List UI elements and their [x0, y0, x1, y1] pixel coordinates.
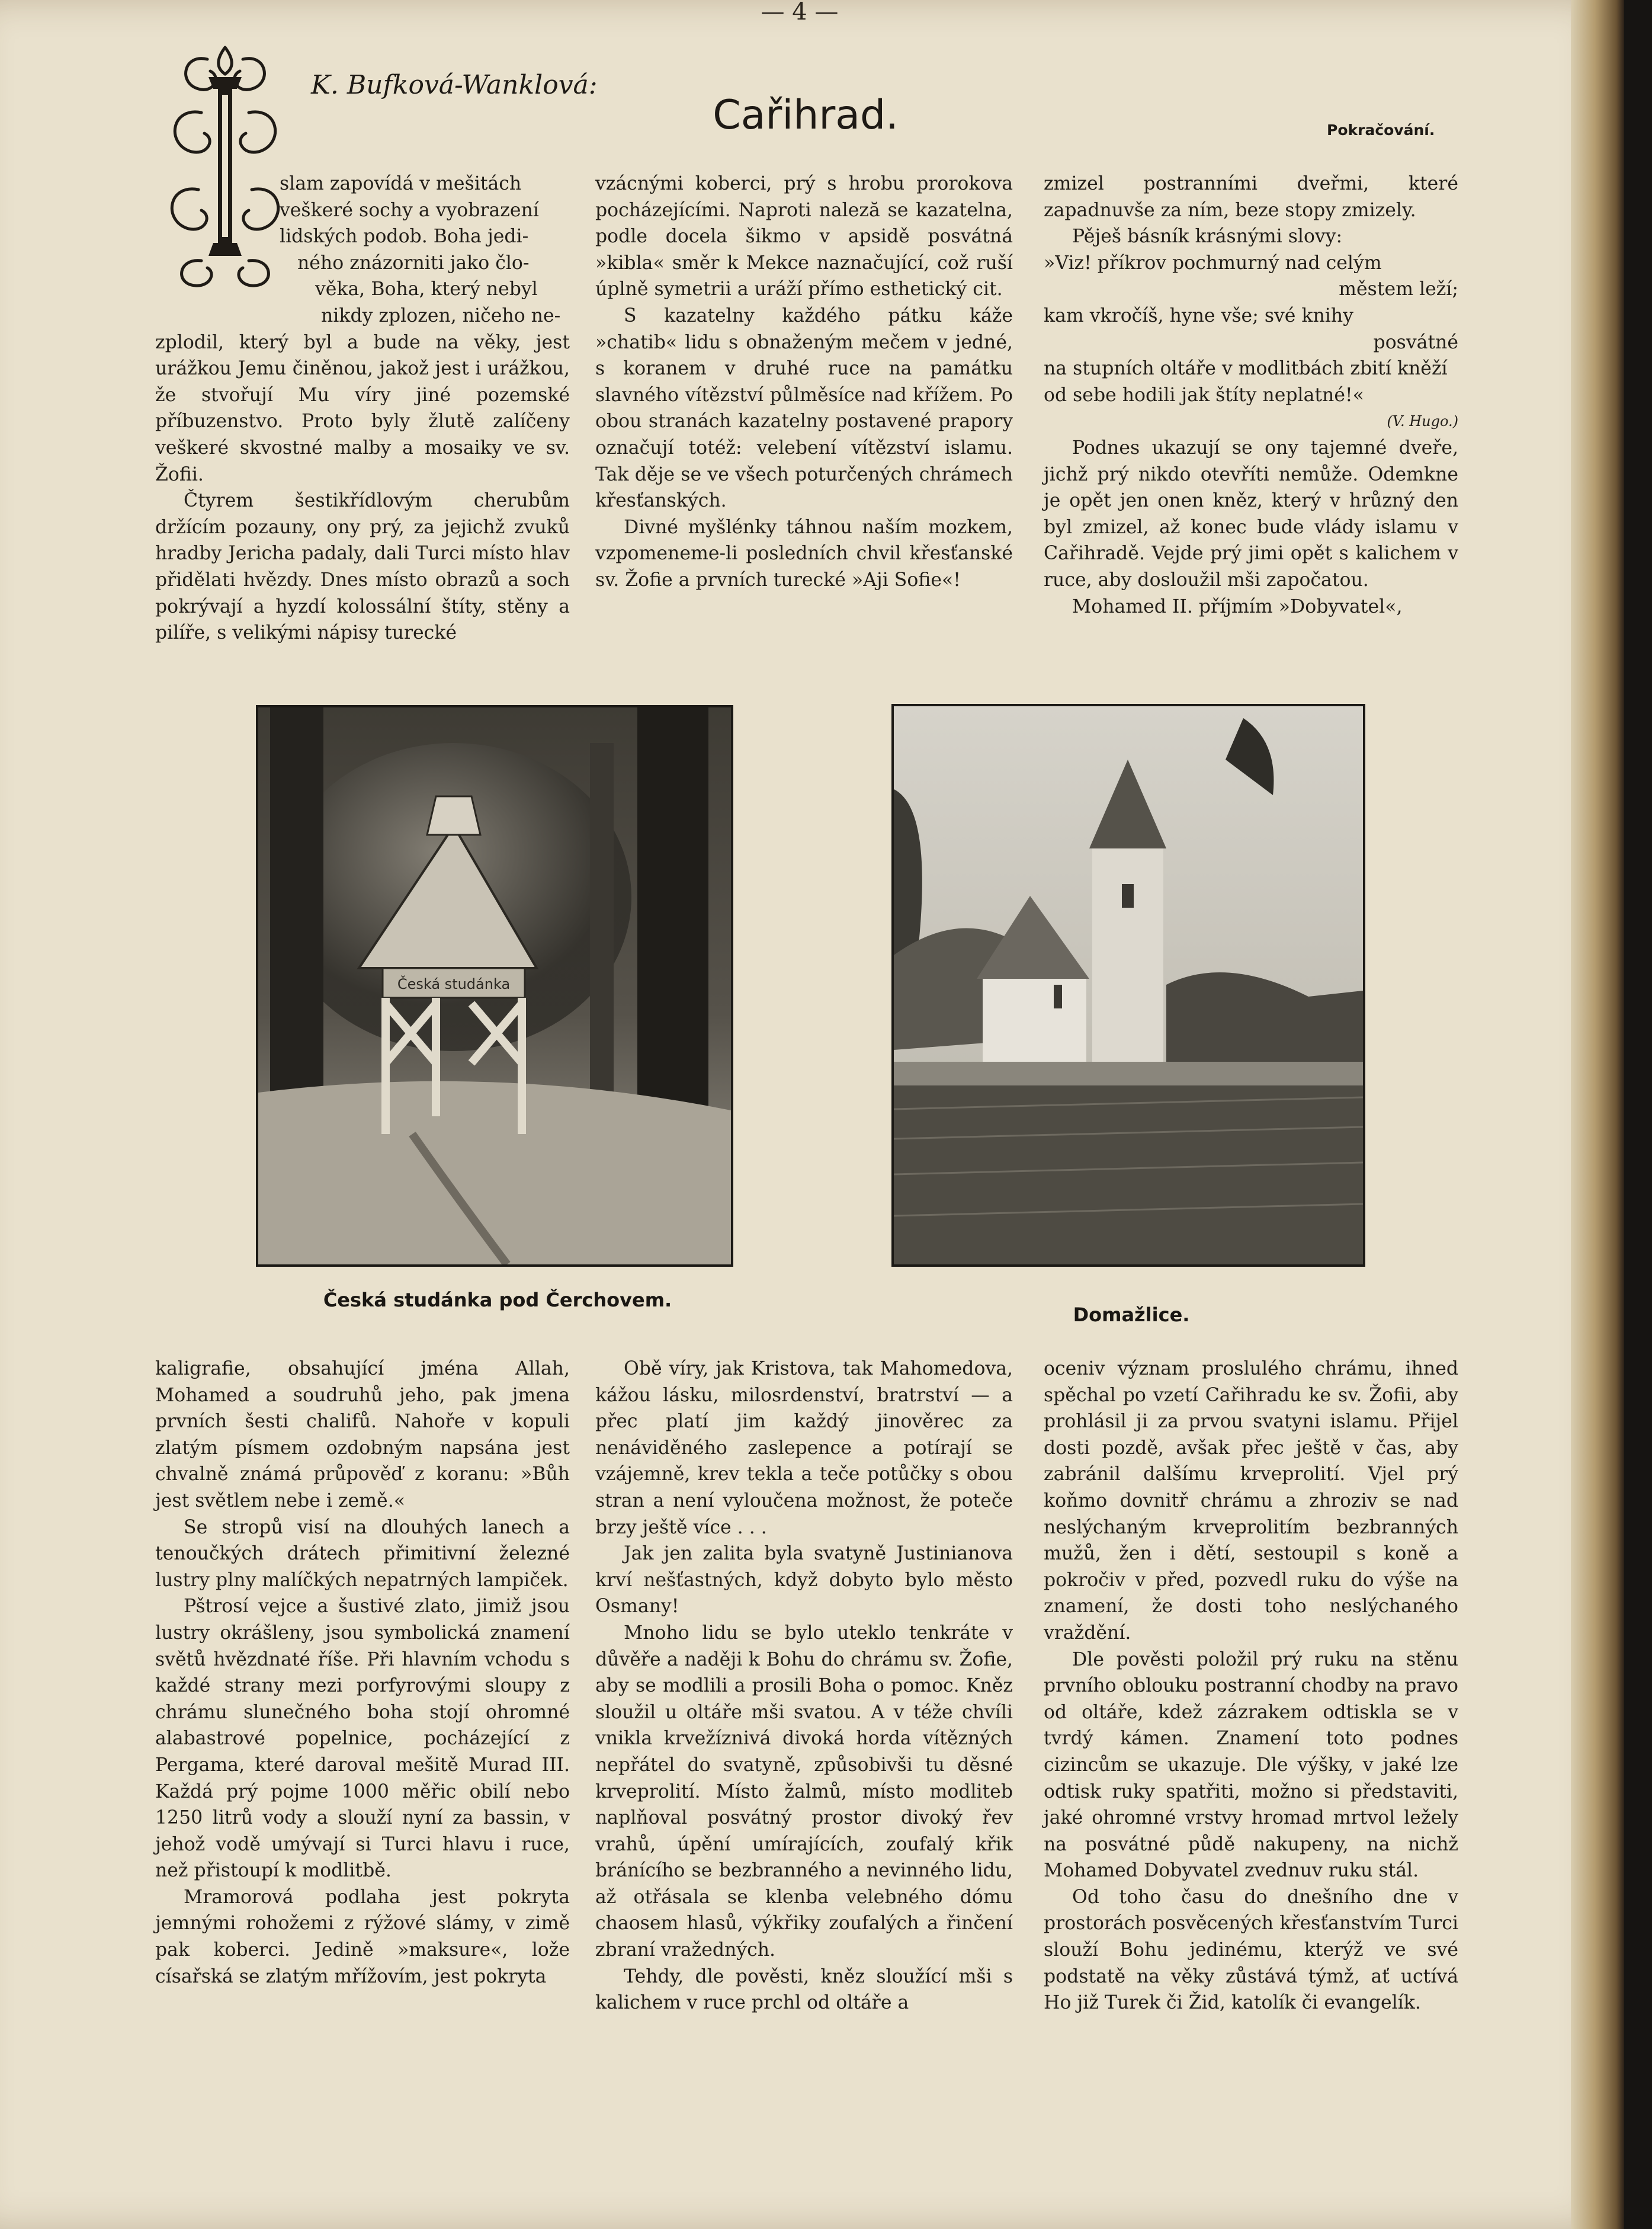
poem-line: městem leží;: [1339, 278, 1458, 300]
text-line: věka, Boha, který nebyl: [315, 278, 538, 300]
column-1-bottom: [155, 1356, 570, 1990]
text-line: nikdy zplozen, ničeho ne-: [321, 305, 561, 326]
poem-line: od sebe hodili jak štíty neplatné!«: [1044, 384, 1364, 406]
paragraph: Tehdy, dle pověsti, kněz sloužící mši s kalichem v ruce prchl od oltáře a: [595, 1965, 1013, 2014]
poem-signature: (V. Hugo.): [1387, 413, 1458, 430]
paragraph: Dle pověsti položil prý ruku na stěnu prvního oblouku postranní chodby na pravo od oltáře, kdež zázrakem odtiskla se v tvrdý kámen. Znamení toto podnes cizincům se ukazuje. Dle výšky, v jaké lze odtisk ruky spatřiti, možno si představiti, jaké ohromné vrstvy hromad mrtvol ležely na posvátné půdě nakupeny, na nichž Mohamed Dobyvatel zvednuv ruku stál.: [1044, 1648, 1458, 1882]
photo-domazlice-church: [891, 704, 1365, 1267]
paragraph: Mohamed II. příjmím »Dobyvatel«,: [1072, 595, 1403, 617]
column-2-bottom: [595, 1356, 1013, 2016]
paragraph: Pěješ básník krásnými slovy:: [1072, 226, 1343, 248]
paragraph: Od toho času do dnešního dne v prostorách posvěcených křesťanstvím Turci slouží Bohu jedinému, kterýž ve své podstatě na věky zůstává týmž, ať uctívá Ho již Turek či Žid, katolík či evangelík.: [1044, 1886, 1458, 2014]
paragraph: Mnoho lidu se bylo uteklo tenkráte v důvěře a naději k Bohu do chrámu sv. Žofie, aby se modlili a prosili Boha o pomoc. Kněz sloužil u oltáře mši svatou. A v téže chvíli vnikla krvežíznivá divoká horda vítězných nepřátel do svatyně, způsobivši tu děsné krveprolití. Místo žalmů, místo modliteb naplňoval posvátný prostor divoký řev vrahů, úpění umírajících, zoufalý křik bránícího se bezbranného a nevinného lidu, až otřásala se klenba velebného dómu chaosem hlasů, výkřiky zoufalých a řinčení zbraní vražedných.: [595, 1622, 1013, 1961]
paragraph: zplodil, který byl a bude na věky, jest urážkou Jemu činěnou, jakož jest i urážkou, že stvořují Mu víry jiné pozemské příbuzenstvo. Proto byly žlutě zalíčeny veškeré skvostné malby a mosaiky ve sv. Žofii.: [155, 331, 570, 485]
paragraph: vzácnými koberci, prý s hrobu prorokova pocházejícími. Naproti naleză se kazatelna, podle docela šikmo v apsidě posvátná »kibla« směr k Mekce naznačující, což ruší úplně symetrii a uráží přímo esthetický cit.: [595, 173, 1013, 300]
well-sign-text: Česká studánka: [397, 976, 511, 992]
poem-line: na stupních oltáře v modlitbách zbití kněží: [1044, 358, 1448, 380]
text-line: slam zapovídá v mešitách: [280, 173, 522, 194]
paragraph: Pštrosí vejce a šustivé zlato, jimiž jsou lustry okrášleny, jsou symbolická znamení světů hvězdnaté říše. Při hlavním vchodu s každé strany mezi porfyrovými sloupy z chrámu slunečného boha stojí ohromné alabastrové popelnice, pocházející z Pergama, které daroval mešitě Murad III. Každá prý pojme 1000 měřic obilí nebo 1250 litrů vody a slouží nyní za bassin, v jehož vodě umývají si Turci hlavu i ruce, než přistoupí k modlitbě.: [155, 1596, 570, 1882]
well-pavilion-image: [258, 707, 731, 1264]
continued-label: Pokračování.: [1327, 121, 1435, 139]
paragraph: Mramorová podlaha jest pokryta jemnými rohožemi z rýžové slámy, v zimě pak koberci. Jedině »maksure«, lože císařská se zlatým mřížovím, jest pokryta: [155, 1886, 570, 1987]
paragraph: S kazatelny každého pátku káže »chatib« lidu s obnaženým mečem v jedné, s koranem v druhé ruce na památku slavného vítězství půlměsíce nad křížem. Po obou stranách kazatelny postavené prapory označují totéž: velebení vítězství islamu. Tak děje se ve všech poturčených chrámech křesťanských.: [595, 305, 1013, 512]
paragraph: Divné myšlénky táhnou naším mozkem, vzpomeneme-li posledních chvil křesťanské sv. Žofie a prvních turecké »Aji Sofie«!: [595, 516, 1013, 591]
paragraph: zmizel postranními dveřmi, které zapadnuvše za ním, beze stopy zmizely.: [1044, 173, 1458, 221]
column-3-top: [1044, 171, 1458, 620]
author-name: K. Bufková-Wanklová:: [311, 70, 598, 100]
poem-line: »Viz! příkrov pochmurný nad celým: [1044, 252, 1382, 274]
church-image: [894, 706, 1363, 1264]
paragraph: Obě víry, jak Kristova, tak Mahomedova, kážou lásku, milosrdenství, bratrství — a přec platí jim každý jinověrec za nenáviděného zaslepence a potírají se vzájemně, krev tekla a teče potůčky s obou stran a není vyloučena možnost, že poteče brzy ještě více . . .: [595, 1358, 1013, 1538]
paragraph: Jak jen zalita byla svatyně Justinianova krví nešťastných, když dobyto bylo město Osmany!: [595, 1543, 1013, 1618]
paragraph: oceniv význam proslulého chrámu, ihned spěchal po vzetí Cařihradu ke sv. Žofii, aby prohlásil ji za prvou svatyni islamu. Přijel dosti pozdě, avšak přec ještě v čas, aby zabránil dalšímu krveprolití. Vjel prý koňmo dovnitř chrámu a zhroziv se nad neslýchaným krveprolitím bezbranných mužů, žen i dětí, sestoupil s koně a pokročiv v před, pozvedl ruku do výše na znamení, že dosti toho neslýchaného vraždění.: [1044, 1358, 1458, 1644]
article-title: Cařihrad.: [713, 92, 899, 139]
text-line: veškeré sochy a vyobrazení: [280, 199, 539, 221]
poem: [1044, 250, 1458, 435]
text-line: lidských podob. Boha jedi-: [280, 226, 529, 248]
column-2-top: [595, 171, 1013, 594]
poem-line: posvátné: [1373, 331, 1458, 353]
photo-well-pavilion: [256, 705, 733, 1267]
caption-domazlice: Domažlice.: [1073, 1304, 1190, 1326]
poem-line: kam vkročíš, hyne vše; své knihy: [1044, 305, 1353, 326]
page-number: — 4 —: [761, 0, 839, 25]
paragraph: Se stropů visí na dlouhých lanech a tenoučkých drátech přimitivní železné lustry plny malíčkých nepatrných lampiček.: [155, 1516, 570, 1591]
column-1-top: [155, 171, 570, 646]
caption-well: Česká studánka pod Čerchovem.: [323, 1289, 672, 1311]
paragraph: kaligrafie, obsahující jména Allah, Mohamed a soudruhů jeho, pak jmena prvních šesti chalifů. Nahoře v kopuli zlatým písmem ozdobným napsána jest chvalně známá průpověď z koranu: »Bůh jest světlem nebe i země.«: [155, 1358, 570, 1511]
paragraph: Podnes ukazují se ony tajemné dveře, jichž prý nikdo otevříti nemůže. Odemkne je opět jen onen kněz, který v hrůzný den byl zmizel, až konec bude vlády islamu v Cařihradě. Vejde prý jimi opět s kalichem v ruce, aby dosloužil mši započatou.: [1044, 437, 1458, 591]
paragraph: Čtyrem šestikřídlovým cherubům držícím pozauny, ony prý, za jejichž zvuků hradby Jericha padaly, dali Turci místo hlav přidělati hvězdy. Dnes místo obrazů a soch pokrývají a hyzdí kolossální štíty, stěny a pilíře, s velikými nápisy turecké: [155, 490, 570, 644]
column-3-bottom: [1044, 1356, 1458, 2016]
book-spine: [1571, 0, 1624, 2229]
text-line: ného znázorniti jako člo-: [297, 252, 530, 274]
